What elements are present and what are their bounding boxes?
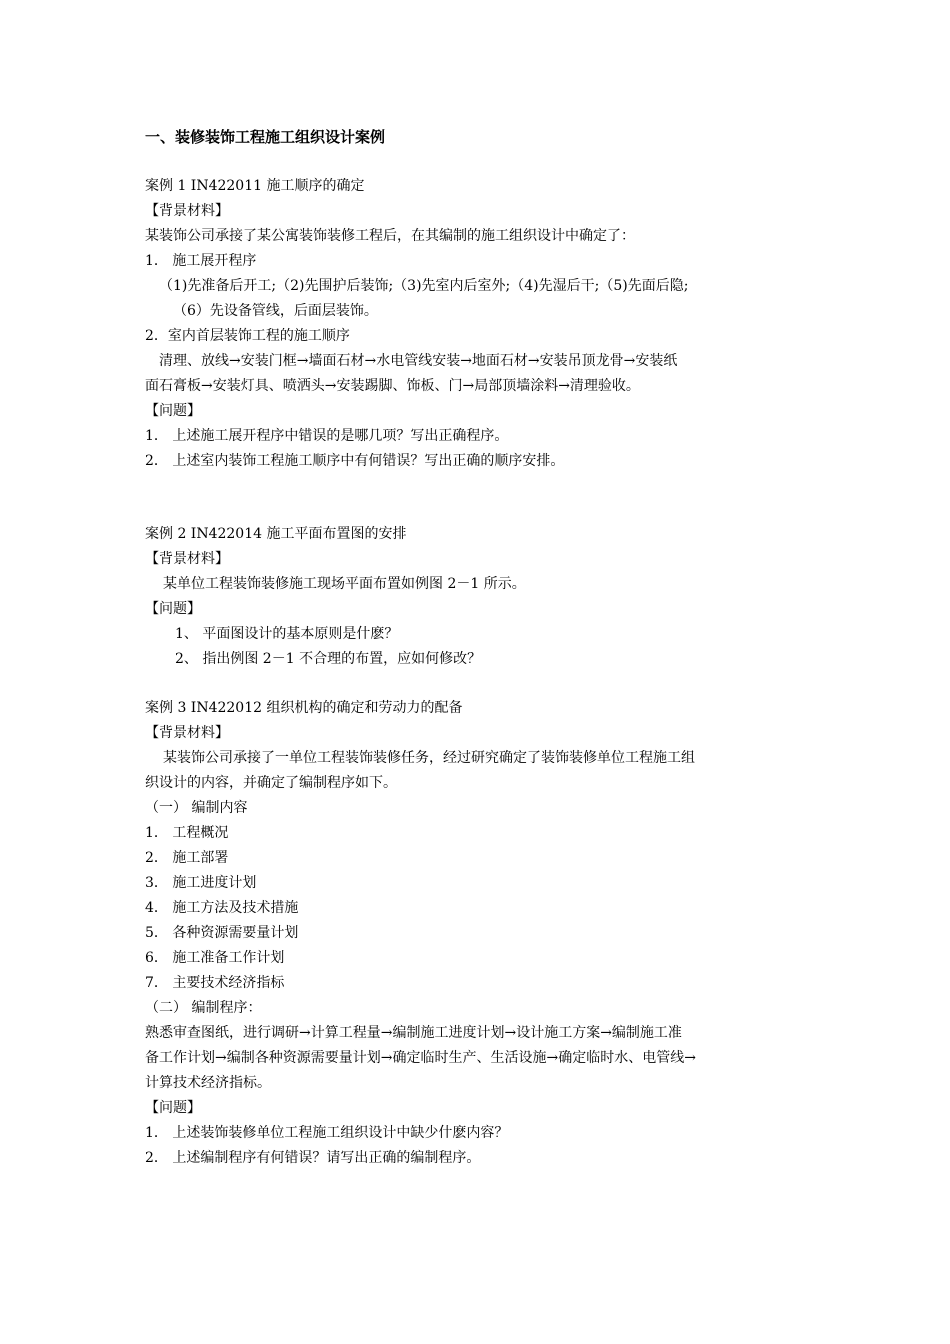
case-3-content-item: 1． 工程概况 xyxy=(145,825,229,841)
case-2-question-label: 【问题】 xyxy=(145,601,201,617)
case-3 xyxy=(145,696,810,1171)
case-1-background-label: 【背景材料】 xyxy=(145,203,229,219)
case-3-content-item: 2． 施工部署 xyxy=(145,850,229,866)
case-3-procedure-line-3: 计算技术经济指标。 xyxy=(145,1075,271,1091)
case-1-item-1-title: 1． 施工展开程序 xyxy=(145,253,257,269)
case-2 xyxy=(145,522,810,672)
section-heading: 一、装修装饰工程施工组织设计案例 xyxy=(145,128,386,146)
case-3-section-1-title: （一） 编制内容 xyxy=(145,800,248,816)
case-3-intro-line-1: 某装饰公司承接了一单位工程装饰装修任务，经过研究确定了装饰装修单位工程施工组 xyxy=(163,750,695,766)
case-3-title: 案例 3 IN422012 组织机构的确定和劳动力的配备 xyxy=(145,700,463,716)
case-1-intro: 某装饰公司承接了某公寓装饰装修工程后，在其编制的施工组织设计中确定了： xyxy=(145,228,635,244)
case-1-question-label: 【问题】 xyxy=(145,403,201,419)
case-3-background-label: 【背景材料】 xyxy=(145,725,229,741)
case-1-item-2-title: 2．室内首层装饰工程的施工顺序 xyxy=(145,328,350,344)
case-3-intro-line-2: 织设计的内容，并确定了编制程序如下。 xyxy=(145,775,397,791)
case-3-content-item: 3． 施工进度计划 xyxy=(145,875,257,891)
case-1 xyxy=(145,174,810,474)
case-1-question-2: 2． 上述室内装饰工程施工顺序中有何错误？写出正确的顺序安排。 xyxy=(145,453,565,469)
case-2-title: 案例 2 IN422014 施工平面布置图的安排 xyxy=(145,526,407,542)
case-3-content-item: 5． 各种资源需要量计划 xyxy=(145,925,299,941)
case-1-item-2-line-1: 清理、放线→安装门框→墙面石材→水电管线安装→地面石材→安装吊顶龙骨→安装纸 xyxy=(159,353,678,369)
case-2-question-2: 2、 指出例图 2－1 不合理的布置，应如何修改？ xyxy=(175,651,482,667)
case-3-question-label: 【问题】 xyxy=(145,1100,201,1116)
case-2-question-1: 1、 平面图设计的基本原则是什麽？ xyxy=(175,626,399,642)
case-1-title: 案例 1 IN422011 施工顺序的确定 xyxy=(145,178,365,194)
case-1-item-1-line-1: （1)先准备后开工;（2)先围护后装饰;（3)先室内后室外;（4)先湿后干;（5)先面后隐; xyxy=(159,278,689,294)
case-2-background-label: 【背景材料】 xyxy=(145,551,229,567)
case-3-procedure-line-1: 熟悉审查图纸，进行调研→计算工程量→编制施工进度计划→设计施工方案→编制施工准 xyxy=(145,1025,682,1041)
case-3-question-1: 1． 上述装饰装修单位工程施工组织设计中缺少什麽内容？ xyxy=(145,1125,509,1141)
case-1-item-2-line-2: 面石膏板→安装灯具、喷洒头→安装踢脚、饰板、门→局部顶墙涂料→清理验收。 xyxy=(145,378,640,394)
case-3-procedure-line-2: 备工作计划→编制各种资源需要量计划→确定临时生产、生活设施→确定临时水、电管线→ xyxy=(145,1050,696,1066)
case-3-content-item: 7． 主要技术经济指标 xyxy=(145,975,285,991)
case-2-intro: 某单位工程装饰装修施工现场平面布置如例图 2－1 所示。 xyxy=(163,576,526,592)
case-3-section-2-title: （二） 编制程序： xyxy=(145,1000,262,1016)
case-3-content-item: 6． 施工准备工作计划 xyxy=(145,950,285,966)
case-3-question-2: 2． 上述编制程序有何错误？请写出正确的编制程序。 xyxy=(145,1150,481,1166)
case-1-item-1-line-2: （6）先设备管线，后面层装饰。 xyxy=(173,303,378,319)
case-3-content-item: 4． 施工方法及技术措施 xyxy=(145,900,299,916)
case-1-question-1: 1． 上述施工展开程序中错误的是哪几项？写出正确程序。 xyxy=(145,428,509,444)
